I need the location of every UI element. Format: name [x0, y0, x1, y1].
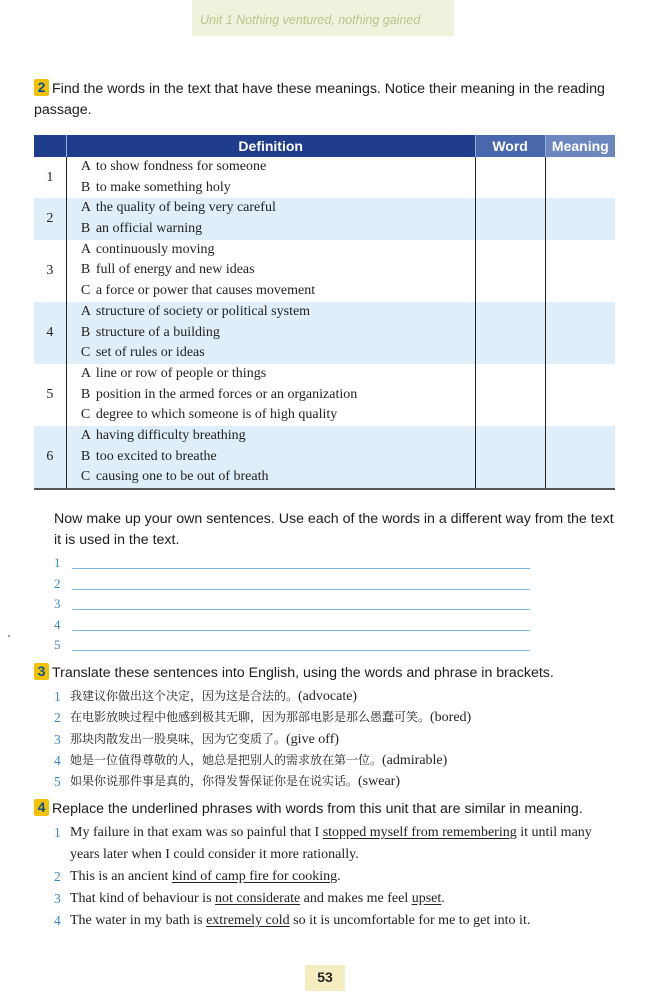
bracket-hint: (give off): [286, 731, 340, 747]
meaning-answer-cell[interactable]: [545, 198, 615, 239]
sense-line: [67, 405, 475, 426]
table-row: [34, 157, 615, 198]
chinese-sentence: 如果你说那件事是真的，你得发誓保证你是在说实话。: [70, 774, 359, 789]
ex2-instruction: Find the words in the text that have these meanings. Notice their meaning in the reading passage.: [34, 81, 605, 118]
word-answer-cell[interactable]: [475, 240, 545, 302]
sense-text: degree to which someone is of high quality: [95, 407, 338, 423]
meaning-answer-cell[interactable]: [545, 157, 615, 198]
table-row: [34, 426, 615, 489]
row-number: 5: [34, 364, 66, 426]
sentence-text: .: [441, 891, 445, 906]
definition-cell: [66, 240, 475, 302]
chinese-sentence: 她是一位值得尊敬的人，她总是把别人的需求放在第一位。: [70, 752, 383, 767]
sentence-text: so it is uncomfortable for me to get into it.: [289, 913, 531, 928]
definition-table-body: [34, 157, 615, 489]
list-item: [54, 750, 471, 771]
sense-text: a force or power that causes movement: [95, 283, 316, 299]
line-number: 4: [54, 616, 61, 632]
table-header-row: [34, 135, 615, 157]
sense-letter: A: [80, 365, 91, 381]
definition-cell: [66, 426, 475, 489]
bracket-hint: (swear): [358, 774, 400, 790]
word-answer-cell[interactable]: [475, 157, 545, 198]
sense-letter: C: [80, 407, 91, 423]
sense-line: [67, 198, 475, 219]
sentence-text: and makes me feel: [300, 891, 412, 906]
chinese-sentence: 那块肉散发出一股臭味，因为它变质了。: [70, 731, 287, 746]
writing-rule: [72, 589, 530, 590]
list-item: [54, 866, 624, 888]
ex4-instruction: Replace the underlined phrases with words from this unit that are similar in meaning.: [52, 801, 583, 817]
list-item: [54, 910, 624, 932]
ex3-number-badge: 3: [34, 663, 49, 680]
sense-text: position in the armed forces or an organization: [95, 386, 358, 402]
sentence-text: That kind of behaviour is: [70, 891, 216, 906]
sense-text: set of rules or ideas: [95, 345, 205, 361]
item-number: 5: [54, 774, 61, 790]
sense-letter: C: [80, 345, 91, 361]
sense-line: [67, 385, 475, 406]
definition-cell: [66, 302, 475, 364]
sense-letter: B: [80, 448, 91, 464]
row-number: 4: [34, 302, 66, 364]
row-number: 3: [34, 240, 66, 302]
table-row: [34, 302, 615, 364]
header-meaning: Meaning: [545, 135, 615, 157]
sense-line: [67, 240, 475, 261]
sense-text: causing one to be out of breath: [95, 469, 269, 485]
list-item: [54, 707, 471, 728]
writing-rule: [72, 650, 530, 651]
sentences-instruction: Now make up your own sentences. Use each of the words in a different way from the text it is used in the text.: [54, 511, 614, 548]
sense-letter: C: [80, 469, 91, 485]
meaning-answer-cell[interactable]: [545, 302, 615, 364]
word-answer-cell[interactable]: [475, 198, 545, 239]
list-item: [54, 729, 471, 750]
sense-line: [67, 302, 475, 323]
table-row: [34, 364, 615, 426]
word-answer-cell[interactable]: [475, 364, 545, 426]
ex3-instruction: Translate these sentences into English, using the words and phrase in brackets.: [52, 665, 554, 681]
meaning-answer-cell[interactable]: [545, 426, 615, 489]
chinese-sentence: 我建议你做出这个决定，因为这是合法的。: [70, 689, 299, 703]
sentence-text: This is an ancient: [70, 869, 172, 884]
sense-text: line or row of people or things: [95, 365, 267, 381]
item-number: 2: [54, 710, 61, 726]
line-number: 2: [54, 575, 61, 591]
item-number: 4: [54, 752, 61, 768]
chinese-sentence: 在电影放映过程中他感到极其无聊，因为那部电影是那么愚蠢可笑。: [70, 710, 431, 725]
sentence-text: .: [337, 869, 341, 884]
sense-letter: A: [80, 241, 91, 257]
sense-line: [67, 343, 475, 364]
underlined-phrase: kind of camp fire for cooking: [171, 869, 338, 884]
sense-text: the quality of being very careful: [95, 200, 276, 216]
unit-title: Unit 1 Nothing ventured, nothing gained: [200, 13, 421, 27]
item-number: 2: [54, 869, 61, 884]
sense-letter: A: [80, 303, 91, 319]
item-number: 1: [54, 825, 61, 840]
sense-text: an official warning: [95, 221, 203, 237]
word-answer-cell[interactable]: [475, 302, 545, 364]
sense-text: too excited to breathe: [95, 448, 217, 464]
underlined-phrase: not considerate: [215, 891, 301, 906]
sense-line: [67, 178, 475, 199]
ex2-instruction-block: [34, 79, 624, 121]
sense-line: [67, 447, 475, 468]
sense-letter: A: [80, 200, 91, 216]
ex2-number-badge: 2: [34, 79, 49, 96]
sentence-text: The water in my bath is: [70, 913, 207, 928]
list-item: [54, 771, 471, 792]
bracket-hint: (advocate): [298, 689, 358, 704]
item-number: 4: [54, 913, 61, 928]
sense-text: structure of a building: [95, 324, 220, 340]
meaning-answer-cell[interactable]: [545, 364, 615, 426]
header-definition: Definition: [66, 135, 475, 157]
page-number: 53: [305, 965, 345, 991]
sense-text: structure of society or political system: [95, 303, 311, 319]
sense-text: continuously moving: [95, 241, 215, 257]
sense-letter: B: [80, 386, 91, 402]
stray-mark: [8, 635, 10, 637]
ex4-number-badge: 4: [34, 799, 49, 816]
definition-cell: [66, 364, 475, 426]
bracket-hint: (admirable): [382, 752, 448, 768]
table-row: [34, 240, 615, 302]
underlined-phrase: extremely cold: [206, 913, 290, 928]
writing-rule: [72, 630, 530, 631]
sense-line: [67, 426, 475, 447]
item-number: 3: [54, 731, 61, 747]
sense-letter: A: [80, 159, 91, 174]
row-number: 6: [34, 426, 66, 489]
sentence-text: My failure in that exam was so painful that I: [70, 825, 323, 840]
definition-cell: [66, 198, 475, 239]
writing-rule: [72, 568, 530, 569]
underlined-phrase: upset: [411, 891, 442, 906]
definition-cell: [66, 157, 475, 198]
sense-letter: B: [80, 221, 91, 237]
table-row: [34, 198, 615, 239]
sense-letter: B: [80, 179, 91, 195]
header-word: Word: [475, 135, 545, 157]
list-item: [54, 888, 624, 910]
sense-line: [67, 467, 475, 488]
list-item: [54, 686, 471, 707]
sense-line: [67, 219, 475, 240]
underlined-phrase: stopped myself from remembering: [322, 825, 517, 840]
meaning-answer-cell[interactable]: [545, 240, 615, 302]
line-number: 3: [54, 596, 61, 612]
line-number: 5: [54, 637, 61, 653]
sense-line: [67, 281, 475, 302]
sense-letter: B: [80, 324, 91, 340]
sense-letter: A: [80, 427, 91, 443]
definition-table: [34, 135, 615, 490]
line-number: 1: [54, 555, 61, 570]
ex3-instruction-block: [34, 663, 634, 684]
writing-rule: [72, 609, 530, 610]
ex4-items: [54, 822, 624, 932]
item-number: 1: [54, 689, 61, 704]
ex3-items: [54, 686, 471, 792]
header-num-cell: [34, 135, 66, 157]
sentence-continuation: years later when I could consider it more rationally.: [70, 847, 359, 862]
sense-line: [67, 157, 475, 178]
item-number: 3: [54, 891, 61, 906]
sense-line: [67, 364, 475, 385]
sense-text: to show fondness for someone: [95, 159, 267, 174]
ex4-instruction-block: [34, 799, 634, 820]
sense-letter: B: [80, 262, 91, 278]
sense-text: to make something holy: [95, 179, 231, 195]
sense-line: [67, 323, 475, 344]
sense-letter: C: [80, 283, 91, 299]
sentence-text: it until many: [516, 825, 592, 840]
sense-text: full of energy and new ideas: [95, 262, 255, 278]
sense-line: [67, 260, 475, 281]
bracket-hint: (bored): [430, 710, 472, 726]
sense-text: having difficulty breathing: [95, 427, 246, 443]
row-number: 1: [34, 157, 66, 198]
row-number: 2: [34, 198, 66, 239]
word-answer-cell[interactable]: [475, 426, 545, 489]
list-item: [54, 822, 624, 866]
